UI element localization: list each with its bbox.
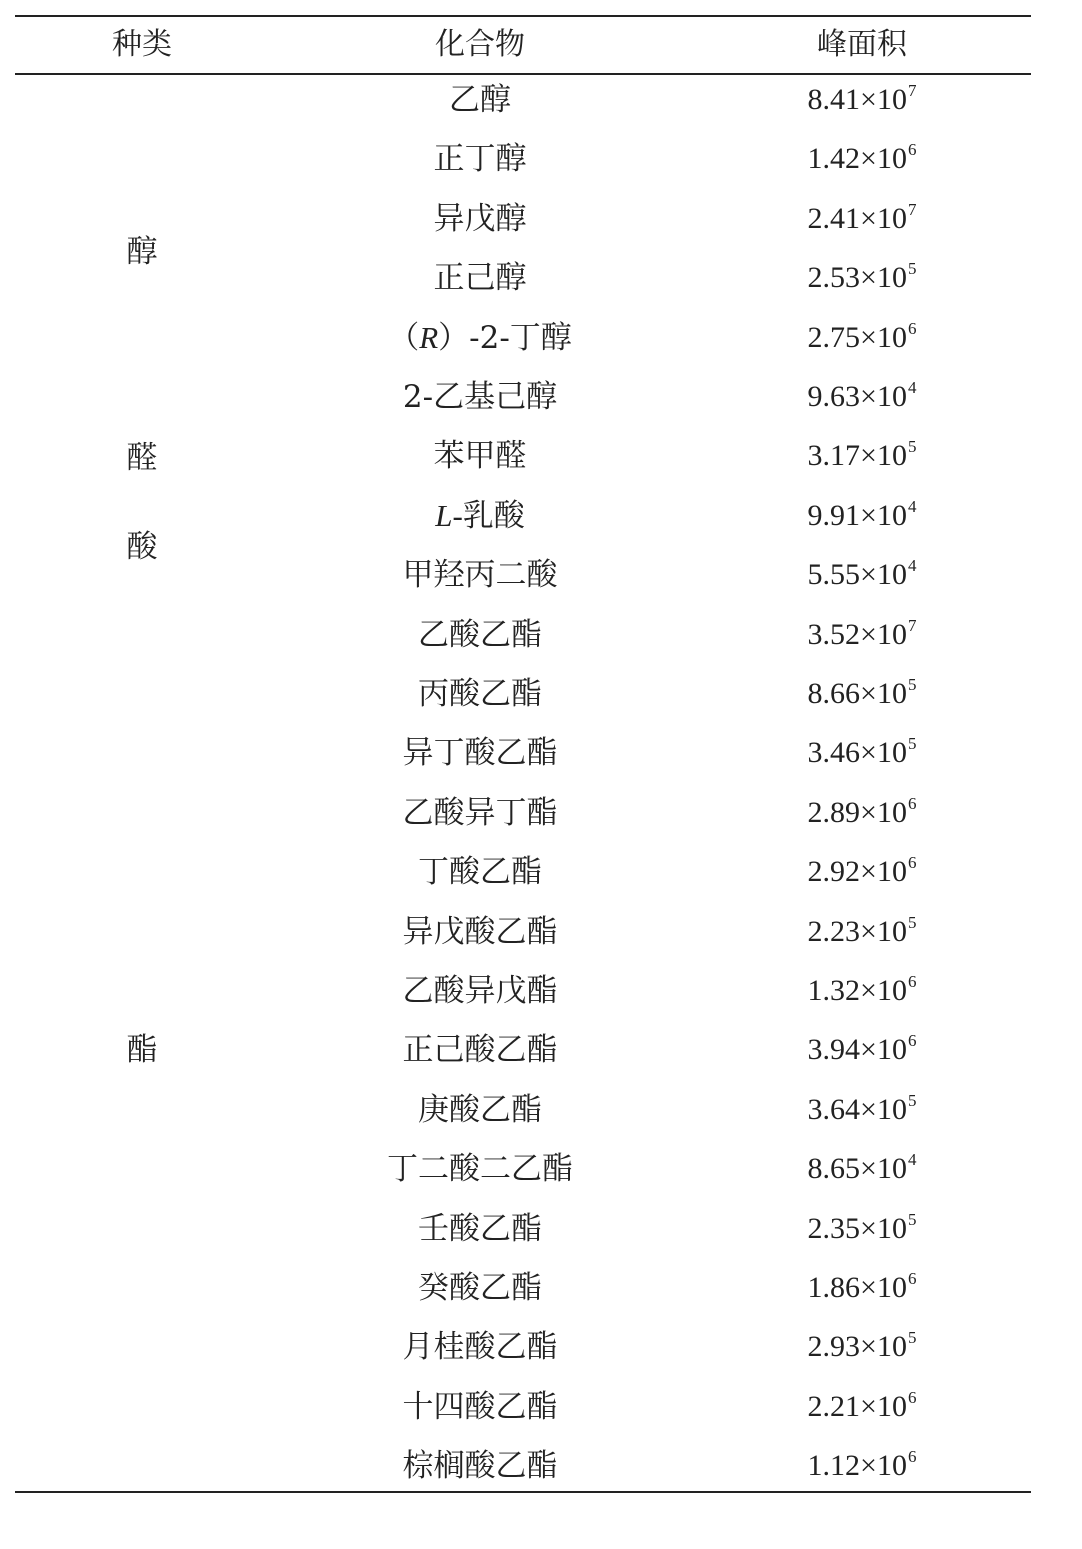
peak-area-value	[808, 1090, 917, 1130]
compound-name-part: -乳酸	[452, 497, 525, 533]
peak-area-exponent: 7	[907, 615, 917, 635]
peak-area-times-ten: ×10	[860, 83, 907, 116]
peak-area-value	[808, 555, 917, 595]
compound-name: 丙酸乙酯	[418, 676, 542, 712]
peak-area-times-ten: ×10	[860, 1330, 907, 1364]
peak-area-value	[808, 1387, 917, 1427]
peak-area-value	[808, 674, 917, 714]
peak-area-mantissa: 8.41	[807, 83, 861, 116]
peak-area-value	[808, 733, 917, 773]
compound-name-part: ）-2-丁醇	[438, 319, 572, 356]
peak-area-exponent: 5	[907, 437, 917, 457]
peak-area-mantissa: 2.89	[807, 795, 861, 829]
peak-area-mantissa: 1.12	[807, 1449, 861, 1483]
compound-name: 甲羟丙二酸	[402, 557, 558, 594]
peak-area-mantissa: 2.23	[807, 914, 861, 948]
peak-area-times-ten: ×10	[860, 439, 907, 473]
peak-area-exponent: 6	[907, 972, 917, 991]
peak-area-value	[808, 377, 917, 417]
peak-area-mantissa: 3.17	[807, 439, 861, 473]
compound-name: 壬酸乙酯	[418, 1210, 542, 1247]
peak-area-exponent: 5	[907, 912, 917, 932]
peak-area-times-ten: ×10	[860, 736, 907, 770]
peak-area-times-ten: ×10	[860, 974, 907, 1007]
peak-area-value	[808, 615, 917, 655]
peak-area-times-ten: ×10	[860, 201, 907, 235]
compound-name: 正己醇	[433, 260, 527, 297]
peak-area-mantissa: 9.63	[807, 380, 861, 413]
peak-area-value	[808, 1327, 917, 1367]
peak-area-times-ten: ×10	[860, 617, 907, 651]
peak-area-value	[808, 912, 917, 952]
peak-area-times-ten: ×10	[860, 261, 907, 295]
compound-name: 乙酸异戊酯	[402, 973, 558, 1009]
compound-name: 异戊酸乙酯	[402, 913, 558, 950]
peak-area-times-ten: ×10	[860, 498, 907, 532]
compound-name: 异戊醇	[433, 200, 527, 237]
peak-area-exponent: 6	[907, 793, 917, 813]
peak-area-times-ten: ×10	[860, 677, 907, 710]
peak-area-exponent: 6	[907, 1387, 917, 1407]
compound-name: 2-乙基己醇	[402, 379, 558, 415]
peak-area-times-ten: ×10	[860, 380, 907, 413]
compound-name: 月桂酸乙酯	[402, 1329, 558, 1366]
peak-area-times-ten: ×10	[860, 1389, 907, 1423]
compound-name: 异丁酸乙酯	[402, 735, 558, 772]
peak-area-times-ten: ×10	[860, 795, 907, 829]
peak-area-exponent: 5	[907, 259, 917, 279]
peak-area-times-ten: ×10	[860, 1271, 907, 1304]
compound-name	[388, 318, 572, 358]
peak-area-exponent: 6	[907, 318, 917, 338]
compound-name: 正己酸乙酯	[402, 1032, 558, 1069]
compound-name: 苯甲醛	[433, 438, 527, 475]
peak-area-exponent: 7	[907, 81, 917, 100]
peak-area-exponent: 5	[907, 734, 917, 754]
peak-area-mantissa: 2.53	[807, 261, 861, 295]
peak-area-exponent: 6	[907, 1031, 917, 1051]
peak-area-value	[808, 1149, 917, 1189]
peak-area-value	[808, 1030, 917, 1070]
peak-area-times-ten: ×10	[860, 1449, 907, 1483]
peak-area-mantissa: 1.32	[807, 974, 861, 1007]
peak-area-exponent: 6	[907, 1269, 917, 1288]
peak-area-exponent: 5	[907, 1090, 917, 1110]
peak-area-times-ten: ×10	[860, 914, 907, 948]
peak-area-exponent: 7	[907, 199, 917, 219]
peak-area-times-ten: ×10	[860, 142, 907, 176]
peak-area-exponent: 4	[907, 496, 917, 516]
peak-area-value	[808, 971, 917, 1011]
peak-area-exponent: 6	[907, 1447, 917, 1467]
peak-area-mantissa: 2.41	[807, 201, 861, 235]
compound-name	[435, 496, 525, 536]
compound-name: 庚酸乙酯	[418, 1091, 542, 1128]
compound-name: 癸酸乙酯	[418, 1270, 542, 1306]
peak-area-mantissa: 3.46	[807, 736, 861, 770]
peak-area-exponent: 6	[907, 853, 917, 873]
peak-area-times-ten: ×10	[860, 1033, 907, 1067]
peak-area-mantissa: 8.66	[807, 677, 861, 710]
peak-area-value	[808, 852, 917, 892]
peak-area-value	[808, 496, 917, 536]
peak-area-value	[808, 1446, 917, 1486]
peak-area-value	[808, 80, 917, 120]
peak-area-mantissa: 5.55	[807, 558, 861, 592]
compound-name: 丁二酸二乙酯	[387, 1151, 573, 1188]
table-top-rule	[15, 15, 1031, 17]
peak-area-exponent: 5	[907, 1328, 917, 1348]
peak-area-value	[808, 1209, 917, 1249]
compound-name: 丁酸乙酯	[418, 854, 542, 891]
peak-area-mantissa: 3.94	[807, 1033, 861, 1067]
peak-area-mantissa: 2.92	[807, 855, 861, 889]
compound-name: 十四酸乙酯	[402, 1388, 558, 1425]
table-header-rule	[15, 73, 1031, 75]
peak-area-value	[808, 139, 917, 179]
compound-name: 正丁醇	[433, 141, 527, 178]
peak-area-value	[808, 258, 917, 298]
peak-area-value	[808, 318, 917, 358]
peak-area-mantissa: 2.35	[807, 1211, 861, 1245]
peak-area-value	[808, 793, 917, 833]
peak-area-times-ten: ×10	[860, 1092, 907, 1126]
compound-name: 棕榈酸乙酯	[402, 1448, 558, 1485]
peak-area-value	[808, 436, 917, 476]
peak-area-mantissa: 2.75	[807, 320, 861, 354]
peak-area-times-ten: ×10	[860, 320, 907, 354]
compound-name: 乙酸乙酯	[418, 616, 542, 653]
peak-area-exponent: 4	[907, 1150, 917, 1170]
compound-name-part: （	[388, 319, 420, 355]
peak-area-mantissa: 9.91	[807, 498, 861, 532]
peak-area-mantissa: 1.42	[807, 142, 861, 176]
peak-area-mantissa: 2.21	[807, 1389, 861, 1423]
peak-area-exponent: 4	[907, 378, 917, 397]
peak-area-value	[808, 199, 917, 239]
table-bottom-rule	[15, 1491, 1031, 1493]
peak-area-exponent: 6	[907, 140, 917, 160]
peak-area-exponent: 5	[907, 1209, 917, 1229]
peak-area-times-ten: ×10	[860, 1211, 907, 1245]
peak-area-exponent: 4	[907, 556, 917, 576]
peak-area-mantissa: 2.93	[807, 1330, 861, 1364]
compound-name-part: R	[419, 319, 439, 355]
compound-name: 乙酸异丁酯	[402, 794, 558, 831]
peak-area-mantissa: 3.52	[807, 617, 861, 651]
peak-area-mantissa: 3.64	[807, 1092, 861, 1126]
peak-area-value	[808, 1268, 917, 1308]
peak-area-times-ten: ×10	[860, 558, 907, 592]
peak-area-times-ten: ×10	[860, 855, 907, 889]
peak-area-mantissa: 1.86	[807, 1271, 861, 1304]
compound-name: 乙醇	[449, 82, 511, 118]
peak-area-times-ten: ×10	[860, 1152, 907, 1186]
compound-name-part: L	[435, 497, 453, 533]
peak-area-mantissa: 8.65	[807, 1152, 861, 1186]
peak-area-exponent: 5	[907, 675, 917, 694]
